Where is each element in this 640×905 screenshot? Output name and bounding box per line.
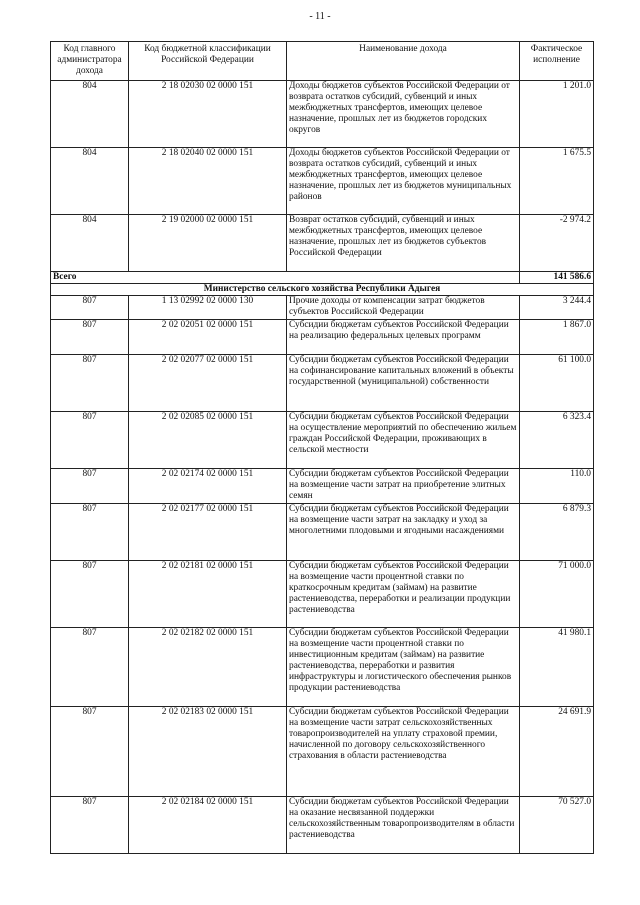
income-name-cell: Прочие доходы от компенсации затрат бюджетов субъектов Российской Федерации: [287, 296, 520, 320]
amount-cell: 1 201.0: [520, 81, 594, 148]
income-name-cell: Субсидии бюджетам субъектов Российской Федерации на возмещение части затрат на закладку и уход за многолетними плодовыми и ягодными насаждениями: [287, 504, 520, 561]
amount-cell: 41 980.1: [520, 628, 594, 707]
table-row: [51, 215, 594, 272]
table-row: [51, 148, 594, 215]
budget-code-cell: 2 18 02030 02 0000 151: [129, 81, 287, 148]
budget-code-cell: 2 02 02177 02 0000 151: [129, 504, 287, 561]
amount-cell: 61 100.0: [520, 355, 594, 412]
admin-code-cell: 807: [51, 469, 129, 504]
header-actual: Фактическое исполнение: [520, 42, 594, 81]
admin-code-cell: 807: [51, 707, 129, 797]
table-header-row: [51, 42, 594, 81]
table-row: [51, 469, 594, 504]
table-body-b: [51, 296, 594, 854]
amount-cell: 3 244.4: [520, 296, 594, 320]
amount-cell: 6 879.3: [520, 504, 594, 561]
income-name-cell: Субсидии бюджетам субъектов Российской Федерации на софинансирование капитальных вложений в объекты государственной (муниципальной) собственности: [287, 355, 520, 412]
table-row: [51, 355, 594, 412]
admin-code-cell: 804: [51, 215, 129, 272]
table-body-summary: [51, 272, 594, 296]
budget-code-cell: 2 19 02000 02 0000 151: [129, 215, 287, 272]
table-row: [51, 561, 594, 628]
table-body-a: [51, 81, 594, 272]
income-name-cell: Субсидии бюджетам субъектов Российской Федерации на возмещение части затрат сельскохозяйственных товаропроизводителей на уплату страховой премии, начисленной по договору сельскохозяйственного страхования в области растениеводства: [287, 707, 520, 797]
admin-code-cell: 807: [51, 504, 129, 561]
admin-code-cell: 804: [51, 81, 129, 148]
header-income-name: Наименование дохода: [287, 42, 520, 81]
income-name-cell: Субсидии бюджетам субъектов Российской Федерации на оказание несвязанной поддержки сельскохозяйственным товаропроизводителям в области растениеводства: [287, 797, 520, 854]
table-row: [51, 412, 594, 469]
total-label: Всего: [51, 272, 520, 284]
amount-cell: 71 000.0: [520, 561, 594, 628]
budget-code-cell: 2 02 02174 02 0000 151: [129, 469, 287, 504]
page-number: - 11 -: [309, 11, 331, 22]
admin-code-cell: 807: [51, 628, 129, 707]
admin-code-cell: 804: [51, 148, 129, 215]
budget-code-cell: 2 18 02040 02 0000 151: [129, 148, 287, 215]
income-name-cell: Возврат остатков субсидий, субвенций и иных межбюджетных трансфертов, имеющих целевое назначение, прошлых лет из бюджетов субъектов Российской Федерации: [287, 215, 520, 272]
amount-cell: 6 323.4: [520, 412, 594, 469]
budget-code-cell: 1 13 02992 02 0000 130: [129, 296, 287, 320]
income-name-cell: Доходы бюджетов субъектов Российской Федерации от возврата остатков субсидий, субвенций и иных межбюджетных трансфертов, имеющих целевое назначение, прошлых лет из бюджетов городских округов: [287, 81, 520, 148]
header-admin-code: Код главного администратора дохода: [51, 42, 129, 81]
section-title: Министерство сельского хозяйства Республики Адыгея: [51, 284, 594, 296]
table-row: [51, 628, 594, 707]
table-row: [51, 296, 594, 320]
admin-code-cell: 807: [51, 296, 129, 320]
amount-cell: 24 691.9: [520, 707, 594, 797]
table-row: [51, 797, 594, 854]
amount-cell: -2 974.2: [520, 215, 594, 272]
budget-code-cell: 2 02 02183 02 0000 151: [129, 707, 287, 797]
budget-code-cell: 2 02 02184 02 0000 151: [129, 797, 287, 854]
income-name-cell: Субсидии бюджетам субъектов Российской Федерации на осуществление мероприятий по обеспечению жильем граждан Российской Федерации, проживающих в сельской местности: [287, 412, 520, 469]
budget-code-cell: 2 02 02051 02 0000 151: [129, 320, 287, 355]
income-name-cell: Субсидии бюджетам субъектов Российской Федерации на возмещение части процентной ставки по инвестиционным кредитам (займам) на развитие растениеводства, переработки и развития инфраструктуры и логистического обеспечения рынков продукции растениеводства: [287, 628, 520, 707]
amount-cell: 1 867.0: [520, 320, 594, 355]
header-budget-code: Код бюджетной классификации Российской Федерации: [129, 42, 287, 81]
amount-cell: 1 675.5: [520, 148, 594, 215]
table-row: [51, 504, 594, 561]
admin-code-cell: 807: [51, 797, 129, 854]
income-table: [50, 41, 594, 854]
total-amount: 141 586.6: [520, 272, 594, 284]
income-name-cell: Субсидии бюджетам субъектов Российской Федерации на реализацию федеральных целевых программ: [287, 320, 520, 355]
income-name-cell: Доходы бюджетов субъектов Российской Федерации от возврата остатков субсидий, субвенций и иных межбюджетных трансфертов, имеющих целевое назначение, прошлых лет из бюджетов муниципальных районов: [287, 148, 520, 215]
total-row: [51, 272, 594, 284]
income-name-cell: Субсидии бюджетам субъектов Российской Федерации на возмещение части затрат на приобретение элитных семян: [287, 469, 520, 504]
admin-code-cell: 807: [51, 412, 129, 469]
admin-code-cell: 807: [51, 355, 129, 412]
admin-code-cell: 807: [51, 561, 129, 628]
table-row: [51, 320, 594, 355]
budget-code-cell: 2 02 02085 02 0000 151: [129, 412, 287, 469]
table-row: [51, 81, 594, 148]
section-row: [51, 284, 594, 296]
budget-code-cell: 2 02 02181 02 0000 151: [129, 561, 287, 628]
amount-cell: 70 527.0: [520, 797, 594, 854]
admin-code-cell: 807: [51, 320, 129, 355]
table-row: [51, 707, 594, 797]
amount-cell: 110.0: [520, 469, 594, 504]
budget-code-cell: 2 02 02077 02 0000 151: [129, 355, 287, 412]
budget-code-cell: 2 02 02182 02 0000 151: [129, 628, 287, 707]
income-name-cell: Субсидии бюджетам субъектов Российской Федерации на возмещение части процентной ставки по краткосрочным кредитам (займам) на развитие растениеводства, переработки и реализации продукции растениеводства: [287, 561, 520, 628]
